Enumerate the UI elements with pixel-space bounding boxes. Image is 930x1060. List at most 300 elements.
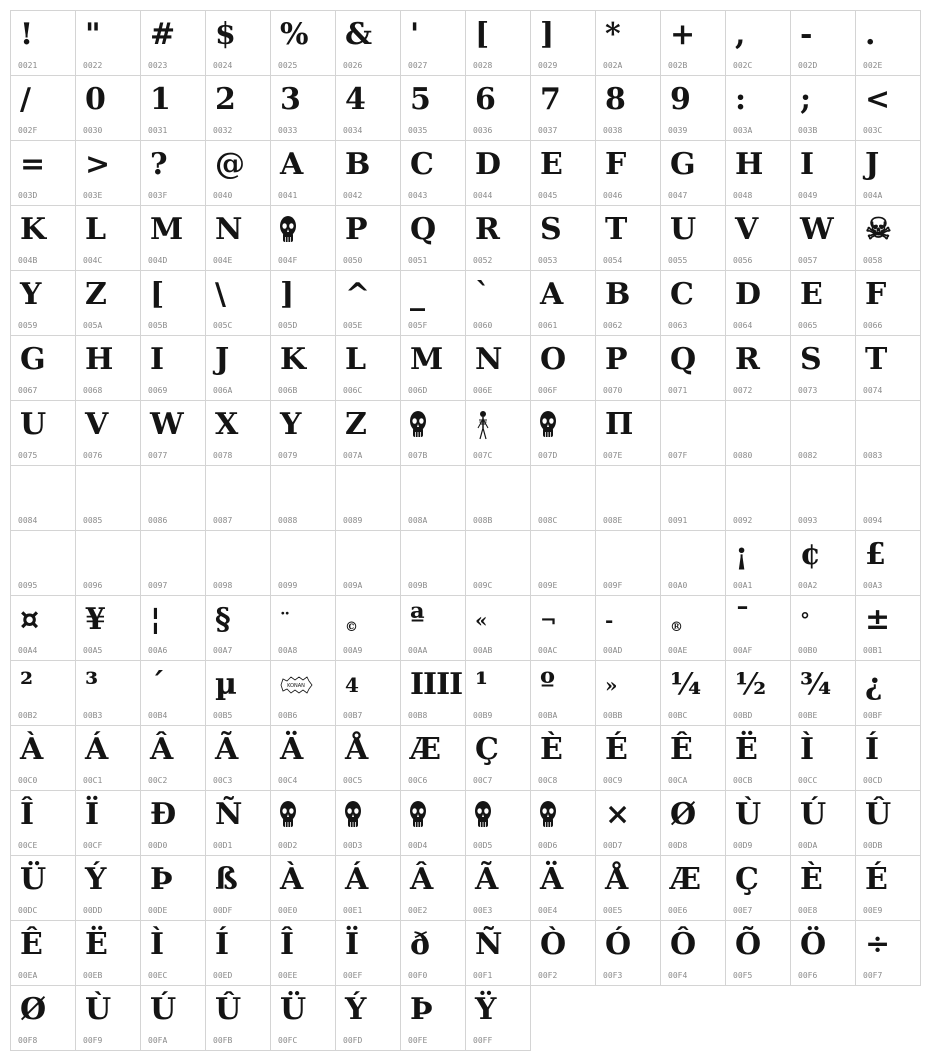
glyph-char: L bbox=[345, 342, 366, 377]
glyph-char: À bbox=[20, 732, 43, 767]
glyph-cell bbox=[401, 401, 466, 466]
glyph-char: Û bbox=[215, 992, 241, 1027]
glyph-char: Ï bbox=[85, 797, 99, 832]
glyph-cell bbox=[11, 921, 76, 986]
glyph-cell bbox=[141, 596, 206, 661]
glyph-cell bbox=[271, 401, 336, 466]
glyph-char: ¤ bbox=[20, 602, 39, 637]
glyph-cell bbox=[856, 271, 921, 336]
glyph-code: 0087 bbox=[213, 516, 233, 525]
glyph-cell bbox=[336, 141, 401, 206]
glyph-code: 0031 bbox=[148, 126, 168, 135]
glyph-cell bbox=[206, 11, 271, 76]
glyph-cell bbox=[76, 921, 141, 986]
glyph-code: 004D bbox=[148, 256, 168, 265]
skull-icon bbox=[474, 800, 492, 830]
glyph-cell bbox=[336, 726, 401, 791]
glyph-cell bbox=[206, 986, 271, 1051]
glyph-code: 009F bbox=[603, 581, 623, 590]
glyph-cell bbox=[791, 596, 856, 661]
glyph-code: 00FA bbox=[148, 1036, 168, 1045]
glyph-cell bbox=[726, 726, 791, 791]
glyph-char: Ü bbox=[280, 992, 306, 1027]
glyph-char: D bbox=[735, 277, 761, 312]
skull-icon bbox=[279, 800, 297, 830]
glyph-cell bbox=[401, 271, 466, 336]
glyph-char: Y bbox=[280, 407, 301, 442]
glyph-char: Å bbox=[345, 732, 368, 767]
glyph-code: 00D4 bbox=[408, 841, 428, 850]
glyph-code: 00C5 bbox=[343, 776, 363, 785]
glyph-cell bbox=[271, 336, 336, 401]
glyph-char: U bbox=[670, 212, 696, 247]
glyph-cell bbox=[401, 596, 466, 661]
glyph-char: Ñ bbox=[475, 927, 502, 962]
glyph-char: ³ bbox=[85, 667, 98, 702]
glyph-code: 006E bbox=[473, 386, 493, 395]
glyph-cell bbox=[76, 336, 141, 401]
glyph-code: 00F0 bbox=[408, 971, 428, 980]
glyph-cell bbox=[336, 791, 401, 856]
glyph-cell bbox=[141, 401, 206, 466]
glyph-cell bbox=[791, 206, 856, 271]
glyph-char: \ bbox=[215, 277, 225, 312]
skull-icon bbox=[409, 800, 427, 830]
glyph-code: 00D6 bbox=[538, 841, 558, 850]
glyph-cell bbox=[726, 401, 791, 466]
glyph-cell bbox=[141, 856, 206, 921]
glyph-cell bbox=[271, 726, 336, 791]
glyph-cell bbox=[531, 206, 596, 271]
glyph-code: 00F3 bbox=[603, 971, 623, 980]
glyph-cell bbox=[531, 661, 596, 726]
glyph-char: Ñ bbox=[215, 797, 242, 832]
glyph-code: 005D bbox=[278, 321, 298, 330]
glyph-char: © bbox=[345, 620, 357, 635]
glyph-code: 002B bbox=[668, 61, 688, 70]
glyph-cell bbox=[661, 466, 726, 531]
glyph-code: 00ED bbox=[213, 971, 233, 980]
glyph-code: 00EC bbox=[148, 971, 168, 980]
glyph-code: 005E bbox=[343, 321, 363, 330]
glyph-cell bbox=[791, 11, 856, 76]
glyph-code: 00A8 bbox=[278, 646, 298, 655]
glyph-code: 0030 bbox=[83, 126, 103, 135]
glyph-code: 00D7 bbox=[603, 841, 623, 850]
glyph-code: 00AE bbox=[668, 646, 688, 655]
glyph-code: 0085 bbox=[83, 516, 103, 525]
glyph-char: ¢ bbox=[800, 537, 820, 572]
skull-icon bbox=[279, 215, 297, 245]
glyph-code: 0066 bbox=[863, 321, 883, 330]
glyph-cell bbox=[11, 141, 76, 206]
glyph-code: 00F4 bbox=[668, 971, 688, 980]
glyph-char: * bbox=[605, 17, 620, 52]
glyph-cell bbox=[661, 11, 726, 76]
glyph-char: Ÿ bbox=[475, 992, 496, 1027]
glyph-cell bbox=[401, 726, 466, 791]
glyph-cell bbox=[791, 466, 856, 531]
glyph-code: 0025 bbox=[278, 61, 298, 70]
glyph-cell bbox=[11, 206, 76, 271]
glyph-cell bbox=[141, 466, 206, 531]
glyph-cell bbox=[76, 466, 141, 531]
glyph-cell bbox=[271, 856, 336, 921]
glyph-code: 0062 bbox=[603, 321, 623, 330]
glyph-code: 003D bbox=[18, 191, 38, 200]
glyph-cell bbox=[206, 141, 271, 206]
glyph-code: 0092 bbox=[733, 516, 753, 525]
glyph-code: 00FE bbox=[408, 1036, 428, 1045]
glyph-code: 00DB bbox=[863, 841, 883, 850]
glyph-code: 00BB bbox=[603, 711, 623, 720]
glyph-cell bbox=[856, 921, 921, 986]
glyph-cell bbox=[791, 726, 856, 791]
glyph-char: Ï bbox=[345, 927, 359, 962]
glyph-code: 00B2 bbox=[18, 711, 38, 720]
glyph-code: 0089 bbox=[343, 516, 363, 525]
glyph-cell bbox=[466, 986, 531, 1051]
glyph-cell bbox=[336, 76, 401, 141]
glyph-code: 0058 bbox=[863, 256, 883, 265]
konan-banner-icon bbox=[279, 675, 313, 695]
glyph-cell bbox=[336, 11, 401, 76]
glyph-char: F bbox=[605, 147, 626, 182]
glyph-char: ´ bbox=[150, 667, 164, 702]
glyph-char: Q bbox=[410, 212, 436, 247]
glyph-char: M bbox=[410, 342, 443, 377]
glyph-cell bbox=[401, 856, 466, 921]
glyph-cell bbox=[661, 661, 726, 726]
glyph-cell bbox=[661, 791, 726, 856]
glyph-char: J bbox=[215, 342, 229, 377]
glyph-cell bbox=[76, 986, 141, 1051]
glyph-char: ° bbox=[800, 608, 809, 632]
glyph-code: 00AB bbox=[473, 646, 493, 655]
glyph-code: 009B bbox=[408, 581, 428, 590]
glyph-cell bbox=[271, 11, 336, 76]
glyph-cell bbox=[661, 596, 726, 661]
glyph-cell bbox=[76, 791, 141, 856]
glyph-char: @ bbox=[215, 147, 244, 182]
glyph-code: 0079 bbox=[278, 451, 298, 460]
glyph-char: I bbox=[800, 147, 814, 182]
glyph-char: F bbox=[865, 277, 886, 312]
glyph-cell bbox=[466, 466, 531, 531]
glyph-char: 3 bbox=[280, 82, 300, 117]
glyph-cell bbox=[206, 76, 271, 141]
glyph-char: Ê bbox=[20, 927, 42, 962]
glyph-char: Ã bbox=[475, 862, 498, 897]
glyph-char: K bbox=[280, 342, 306, 377]
glyph-code: 00DD bbox=[83, 906, 103, 915]
glyph-char: 7 bbox=[540, 82, 560, 117]
glyph-char: Ú bbox=[800, 797, 826, 832]
glyph-code: 00E0 bbox=[278, 906, 298, 915]
glyph-code: 00DF bbox=[213, 906, 233, 915]
glyph-cell bbox=[141, 11, 206, 76]
glyph-char: B bbox=[345, 147, 370, 182]
glyph-char: Ì bbox=[800, 732, 814, 767]
glyph-cell bbox=[271, 531, 336, 596]
glyph-code: 002E bbox=[863, 61, 883, 70]
glyph-cell bbox=[11, 791, 76, 856]
glyph-char: Ý bbox=[85, 862, 106, 897]
glyph-char: Ë bbox=[85, 927, 107, 962]
glyph-code: 0038 bbox=[603, 126, 623, 135]
glyph-code: 00B1 bbox=[863, 646, 883, 655]
glyph-char: Ë bbox=[735, 732, 757, 767]
glyph-cell bbox=[726, 531, 791, 596]
glyph-cell bbox=[11, 531, 76, 596]
glyph-char: U bbox=[20, 407, 46, 442]
glyph-char: ! bbox=[20, 17, 33, 52]
glyph-cell bbox=[661, 726, 726, 791]
glyph-cell bbox=[726, 856, 791, 921]
glyph-cell bbox=[466, 76, 531, 141]
glyph-code: 00AC bbox=[538, 646, 558, 655]
glyph-cell bbox=[466, 856, 531, 921]
glyph-cell bbox=[856, 401, 921, 466]
glyph-char: + bbox=[670, 17, 695, 52]
glyph-char: ð bbox=[410, 927, 430, 962]
glyph-char: V bbox=[85, 407, 108, 442]
glyph-code: 007B bbox=[408, 451, 428, 460]
glyph-cell bbox=[401, 531, 466, 596]
glyph-char: Ö bbox=[800, 927, 826, 962]
glyph-char: Â bbox=[410, 862, 433, 897]
glyph-cell bbox=[141, 726, 206, 791]
glyph-cell bbox=[206, 856, 271, 921]
glyph-char: Ð bbox=[150, 797, 176, 832]
glyph-code: 0068 bbox=[83, 386, 103, 395]
glyph-cell bbox=[336, 531, 401, 596]
glyph-code: 006C bbox=[343, 386, 363, 395]
glyph-code: 0096 bbox=[83, 581, 103, 590]
glyph-cell bbox=[856, 336, 921, 401]
glyph-char: £ bbox=[865, 537, 885, 572]
glyph-code: 00EB bbox=[83, 971, 103, 980]
glyph-cell bbox=[856, 856, 921, 921]
glyph-code: 0055 bbox=[668, 256, 688, 265]
glyph-code: 007D bbox=[538, 451, 558, 460]
glyph-code: 00CF bbox=[83, 841, 103, 850]
glyph-cell bbox=[661, 76, 726, 141]
glyph-char: ¯ bbox=[735, 602, 749, 637]
glyph-cell bbox=[661, 271, 726, 336]
skull-icon bbox=[539, 800, 557, 830]
glyph-cell bbox=[206, 531, 271, 596]
glyph-code: 0037 bbox=[538, 126, 558, 135]
glyph-code: 00A0 bbox=[668, 581, 688, 590]
glyph-grid bbox=[10, 10, 921, 1051]
glyph-cell bbox=[11, 466, 76, 531]
glyph-code: 004F bbox=[278, 256, 298, 265]
glyph-cell bbox=[531, 726, 596, 791]
glyph-char: E bbox=[540, 147, 562, 182]
glyph-char: = bbox=[20, 147, 45, 182]
glyph-cell bbox=[466, 921, 531, 986]
glyph-code: 003C bbox=[863, 126, 883, 135]
glyph-code: 00C2 bbox=[148, 776, 168, 785]
glyph-char: [ bbox=[475, 17, 489, 52]
glyph-char: S bbox=[540, 212, 561, 247]
glyph-cell bbox=[856, 661, 921, 726]
glyph-code: 00B8 bbox=[408, 711, 428, 720]
glyph-char: 9 bbox=[670, 82, 690, 117]
glyph-cell bbox=[856, 531, 921, 596]
glyph-cell bbox=[401, 661, 466, 726]
glyph-cell bbox=[791, 336, 856, 401]
glyph-char: , bbox=[735, 17, 745, 52]
glyph-cell bbox=[336, 401, 401, 466]
glyph-code: 0032 bbox=[213, 126, 233, 135]
glyph-cell bbox=[206, 726, 271, 791]
glyph-code: 0091 bbox=[668, 516, 688, 525]
glyph-code: 005C bbox=[213, 321, 233, 330]
glyph-char: Ó bbox=[605, 927, 631, 962]
glyph-code: 0093 bbox=[798, 516, 818, 525]
glyph-char: 0 bbox=[85, 82, 105, 117]
glyph-char: 4 bbox=[345, 82, 365, 117]
glyph-cell bbox=[11, 856, 76, 921]
glyph-code: 00E8 bbox=[798, 906, 818, 915]
glyph-char: Ç bbox=[475, 732, 498, 767]
glyph-char: IIII bbox=[410, 667, 463, 702]
glyph-char: Þ bbox=[410, 992, 432, 1027]
glyph-cell bbox=[401, 76, 466, 141]
glyph-cell bbox=[596, 791, 661, 856]
glyph-cell bbox=[206, 271, 271, 336]
glyph-cell bbox=[856, 596, 921, 661]
glyph-code: 002C bbox=[733, 61, 753, 70]
glyph-code: 0099 bbox=[278, 581, 298, 590]
glyph-char: Z bbox=[85, 277, 106, 312]
glyph-code: 0053 bbox=[538, 256, 558, 265]
glyph-code: 00D2 bbox=[278, 841, 298, 850]
glyph-code: 00DC bbox=[18, 906, 38, 915]
glyph-cell bbox=[596, 856, 661, 921]
glyph-code: 00B4 bbox=[148, 711, 168, 720]
glyph-code: 00CC bbox=[798, 776, 818, 785]
glyph-cell bbox=[466, 726, 531, 791]
glyph-code: 00B3 bbox=[83, 711, 103, 720]
glyph-cell bbox=[466, 791, 531, 856]
glyph-code: 0088 bbox=[278, 516, 298, 525]
glyph-code: 0049 bbox=[798, 191, 818, 200]
glyph-char: I bbox=[150, 342, 164, 377]
glyph-code: 0034 bbox=[343, 126, 363, 135]
glyph-cell bbox=[596, 661, 661, 726]
glyph-code: 0097 bbox=[148, 581, 168, 590]
glyph-char: # bbox=[150, 17, 175, 52]
glyph-cell bbox=[856, 726, 921, 791]
glyph-cell bbox=[661, 206, 726, 271]
glyph-cell bbox=[661, 401, 726, 466]
glyph-code: 00E7 bbox=[733, 906, 753, 915]
glyph-cell bbox=[596, 271, 661, 336]
glyph-code: 00B0 bbox=[798, 646, 818, 655]
glyph-cell bbox=[141, 661, 206, 726]
glyph-char: [ bbox=[150, 277, 164, 312]
glyph-cell bbox=[531, 596, 596, 661]
glyph-cell bbox=[11, 401, 76, 466]
glyph-code: 00A6 bbox=[148, 646, 168, 655]
glyph-cell bbox=[531, 271, 596, 336]
glyph-code: 00C0 bbox=[18, 776, 38, 785]
skull-icon bbox=[344, 800, 362, 830]
glyph-cell bbox=[271, 791, 336, 856]
glyph-code: 00CA bbox=[668, 776, 688, 785]
glyph-code: 0050 bbox=[343, 256, 363, 265]
glyph-code: 008C bbox=[538, 516, 558, 525]
glyph-code: 0069 bbox=[148, 386, 168, 395]
glyph-char: K bbox=[20, 212, 46, 247]
glyph-cell bbox=[11, 336, 76, 401]
glyph-char: 1 bbox=[150, 82, 170, 117]
glyph-code: 0070 bbox=[603, 386, 623, 395]
glyph-code: 0076 bbox=[83, 451, 103, 460]
glyph-code: 0077 bbox=[148, 451, 168, 460]
glyph-cell bbox=[531, 791, 596, 856]
glyph-cell bbox=[531, 921, 596, 986]
glyph-cell bbox=[141, 271, 206, 336]
glyph-char: Ô bbox=[670, 927, 696, 962]
glyph-cell bbox=[856, 11, 921, 76]
glyph-code: 0078 bbox=[213, 451, 233, 460]
glyph-code: 0086 bbox=[148, 516, 168, 525]
glyph-char: % bbox=[280, 17, 308, 52]
glyph-code: 008B bbox=[473, 516, 493, 525]
glyph-cell bbox=[76, 206, 141, 271]
glyph-char: É bbox=[865, 862, 887, 897]
glyph-cell bbox=[531, 531, 596, 596]
glyph-code: 007C bbox=[473, 451, 493, 460]
glyph-code: 00CE bbox=[18, 841, 38, 850]
glyph-code: 0029 bbox=[538, 61, 558, 70]
glyph-code: 00A7 bbox=[213, 646, 233, 655]
glyph-code: 003B bbox=[798, 126, 818, 135]
glyph-code: 0040 bbox=[213, 191, 233, 200]
glyph-code: 00DA bbox=[798, 841, 818, 850]
glyph-cell bbox=[726, 76, 791, 141]
glyph-char: Ä bbox=[540, 862, 563, 897]
glyph-cell bbox=[336, 596, 401, 661]
glyph-char: Ù bbox=[735, 797, 761, 832]
glyph-code: 00F1 bbox=[473, 971, 493, 980]
glyph-cell bbox=[141, 141, 206, 206]
glyph-code: 00F6 bbox=[798, 971, 818, 980]
glyph-code: 009E bbox=[538, 581, 558, 590]
glyph-code: 0022 bbox=[83, 61, 103, 70]
glyph-cell bbox=[76, 11, 141, 76]
glyph-code: 00C4 bbox=[278, 776, 298, 785]
glyph-char: ` bbox=[475, 277, 489, 312]
glyph-cell bbox=[76, 141, 141, 206]
glyph-cell bbox=[531, 76, 596, 141]
glyph-char: ¥ bbox=[85, 602, 105, 637]
glyph-code: 0028 bbox=[473, 61, 493, 70]
glyph-char: ½ bbox=[735, 667, 766, 702]
glyph-cell bbox=[336, 921, 401, 986]
glyph-cell bbox=[206, 336, 271, 401]
glyph-code: 0047 bbox=[668, 191, 688, 200]
glyph-char: ² bbox=[20, 667, 33, 702]
glyph-char: Á bbox=[85, 732, 108, 767]
glyph-code: 00F2 bbox=[538, 971, 558, 980]
glyph-char: G bbox=[670, 147, 695, 182]
glyph-code: 00A2 bbox=[798, 581, 818, 590]
